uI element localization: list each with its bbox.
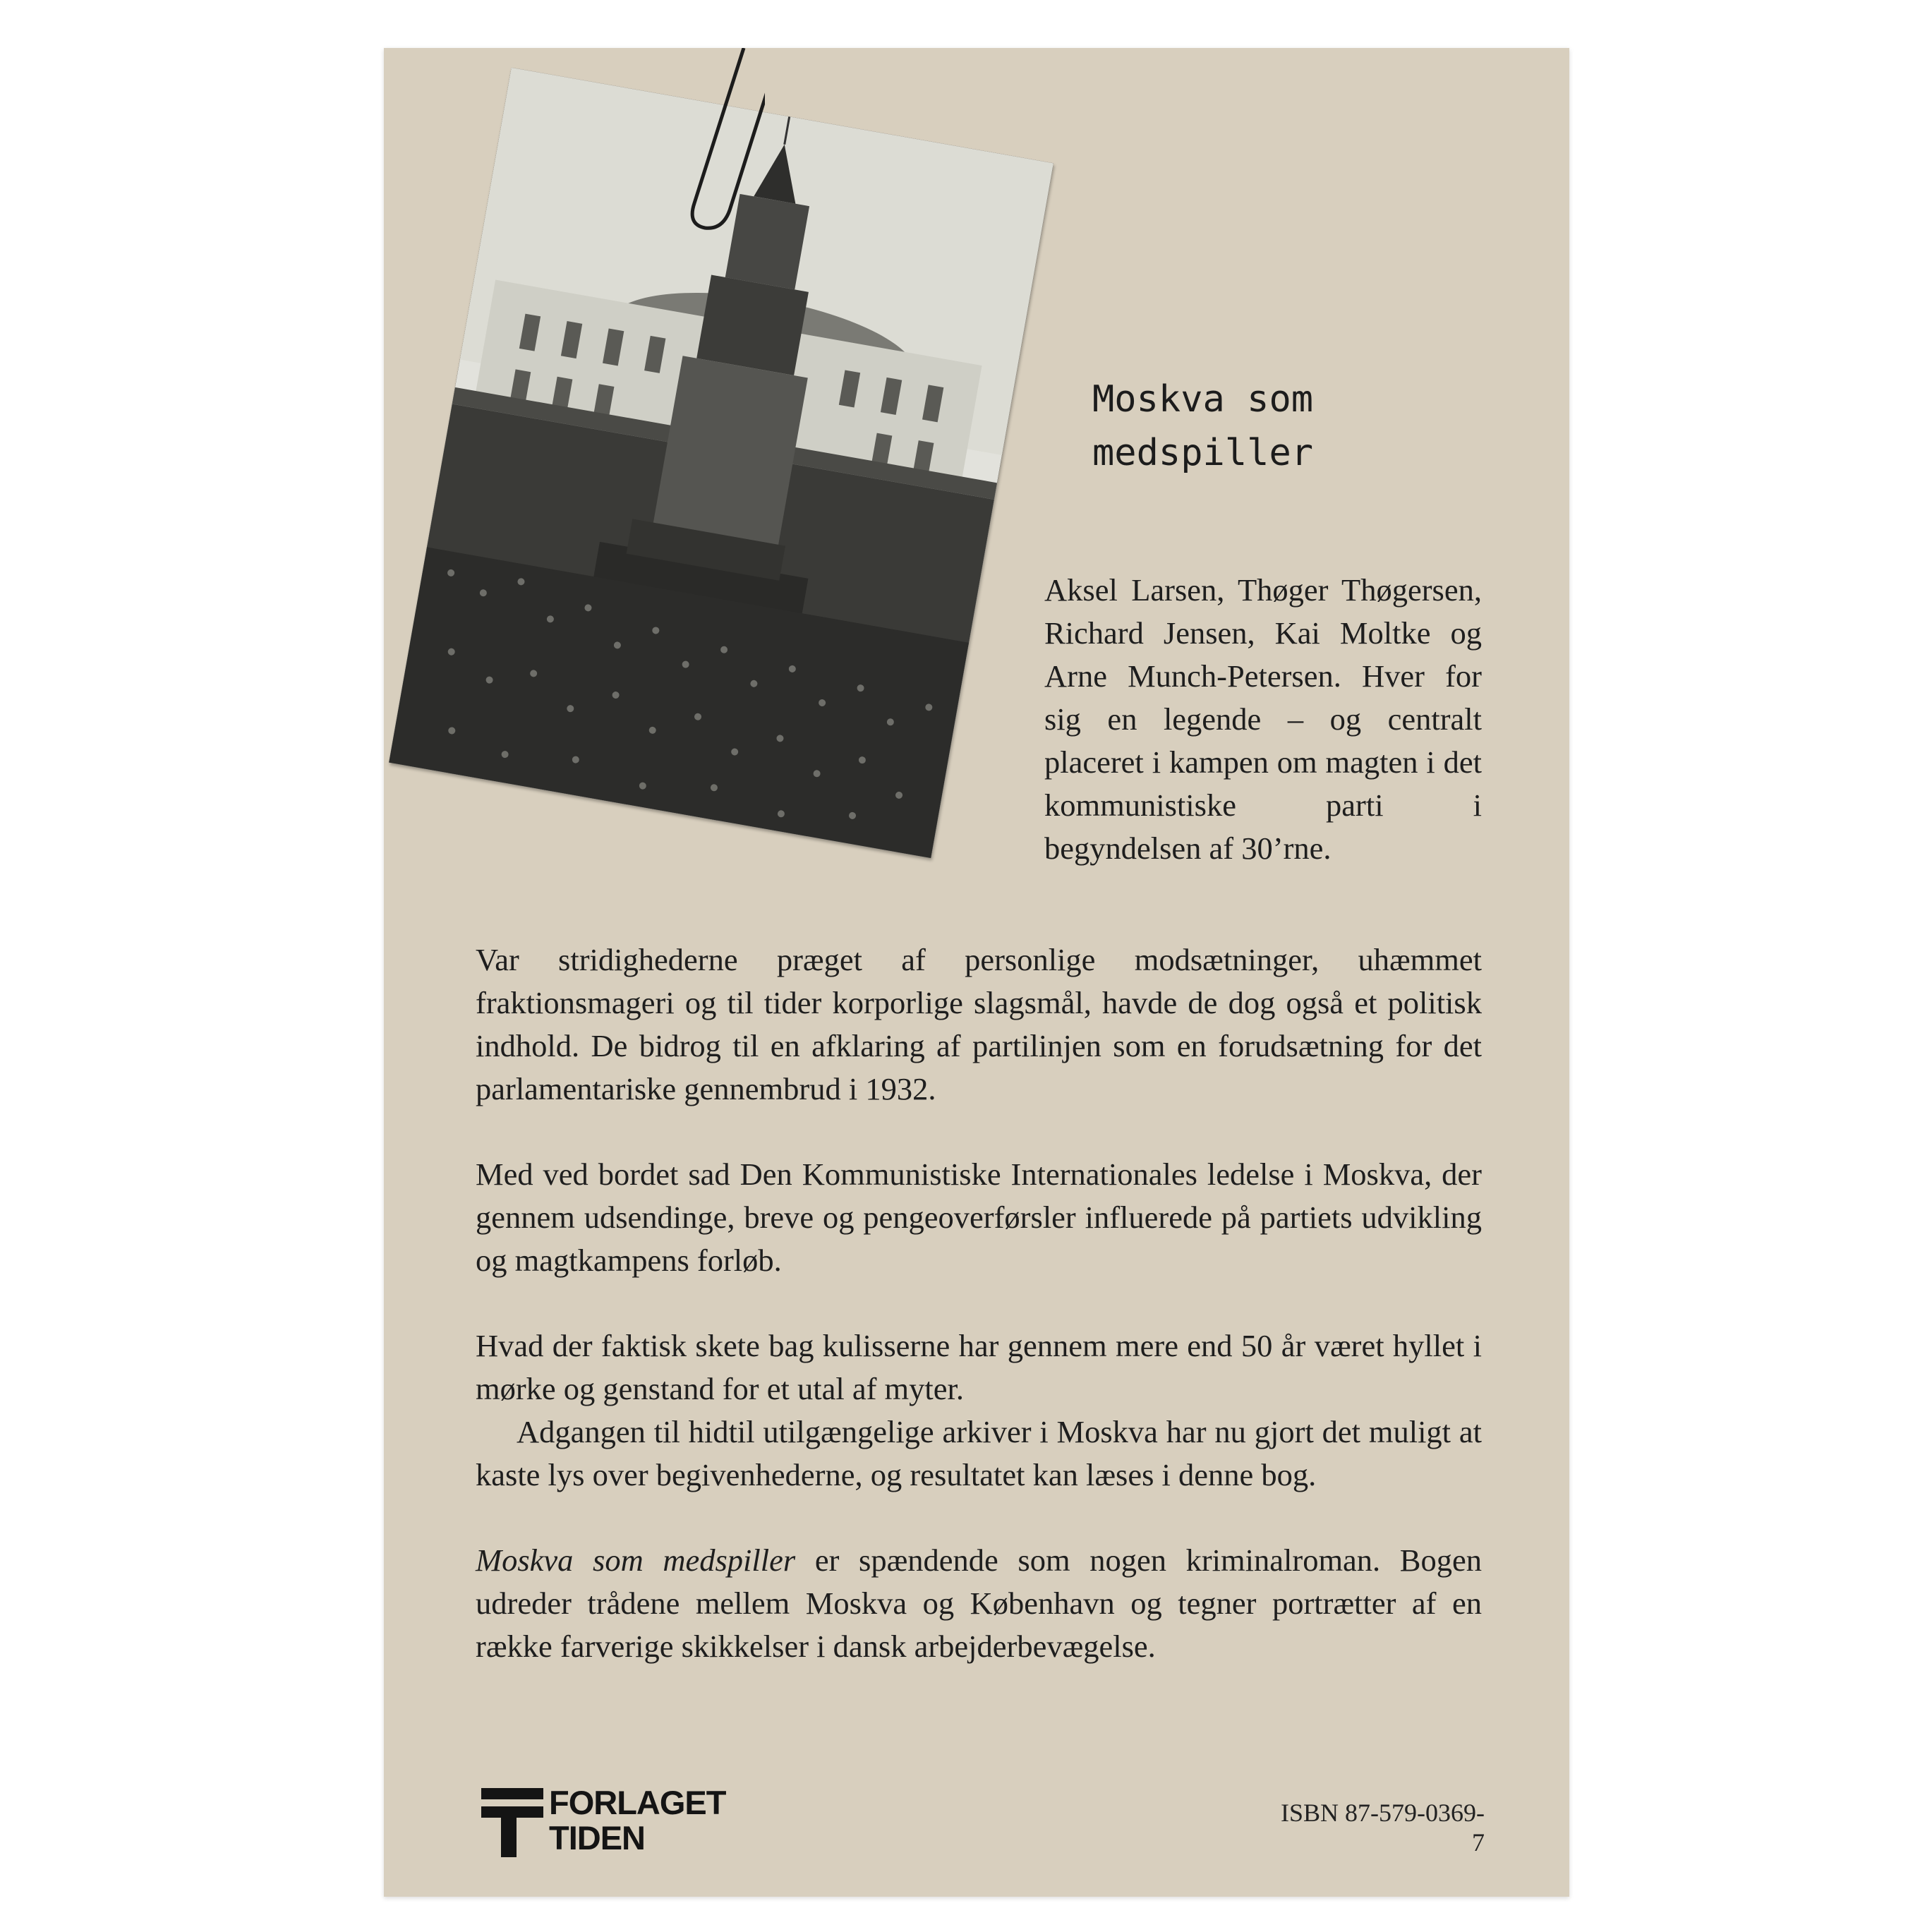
blurb-paragraph-5: [476, 1539, 1482, 1668]
blurb-body: [476, 938, 1482, 1668]
publisher-name-line-1: FORLAGET: [549, 1784, 726, 1821]
blurb-paragraph-4: Adgangen til hidtil utilgængelige arkiver i Moskva har nu gjort det muligt at kaste lys over begivenhederne, og resultatet kan læses i denne bog.: [476, 1414, 1482, 1492]
tiden-logo-icon: [481, 1788, 552, 1859]
publisher-name: [549, 1785, 725, 1856]
book-back-cover: [384, 48, 1569, 1897]
blurb-book-title: Moskva som medspiller: [476, 1542, 796, 1578]
blurb-paragraph-2: Med ved bordet sad Den Kommunistiske Internationales ledelse i Moskva, der gennem udsendinge, breve og pengeoverførsler influerede på partiets udvikling og magtkampens forløb.: [476, 1157, 1482, 1278]
blurb-paragraph-5-text: er spændende som nogen kriminalroman. Bogen udreder trådene mellem Moskva og København og tegner portrætter af en række farverige skikkelser i dansk arbejderbevægelse.: [476, 1542, 1482, 1664]
publisher-name-line-2: TIDEN: [549, 1819, 645, 1856]
blurb-paragraph-1: Var stridighederne præget af personlige modsætninger, uhæmmet fraktionsmageri og til tider korporlige slagsmål, havde de dog også et politisk indhold. De bidrog til en afklaring af partilinjen som en forudsætning for det parlamentariske gennembrud i 1932.: [476, 942, 1482, 1106]
publisher-logo: [481, 1785, 735, 1863]
intro-paragraph: Aksel Larsen, Thøger Thøgersen, Richard Jensen, Kai Moltke og Arne Munch-Petersen. Hver for sig en legende – og centralt placeret i kampen om magten i det kommunistiske parti i begyndelsen af 30’rne.: [1044, 572, 1482, 866]
book-title-line-2: medspiller: [1092, 432, 1314, 474]
book-title: [1092, 373, 1530, 480]
isbn-number: ISBN 87-579-0369-7: [1281, 1799, 1485, 1856]
paper-clip-icon: [666, 48, 765, 231]
blurb-paragraph-3: Hvad der faktisk skete bag kulisserne har gennem mere end 50 år været hyllet i mørke og genstand for et utal af myter.: [476, 1328, 1482, 1406]
book-title-line-1: Moskva som: [1092, 378, 1314, 421]
